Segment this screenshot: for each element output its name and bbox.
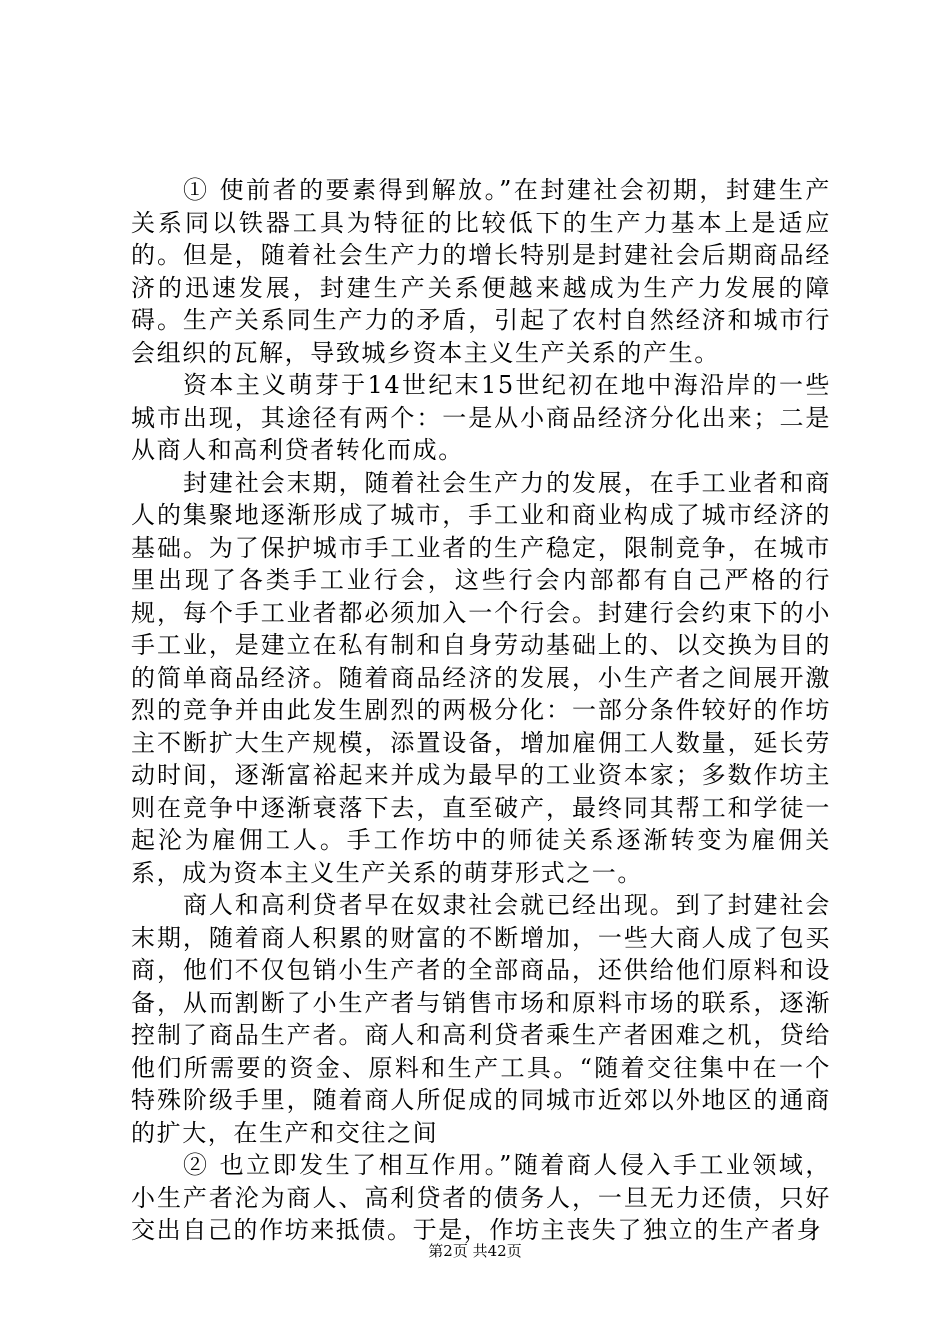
document-body <box>131 174 831 1247</box>
paragraph-5: ② 也立即发生了相互作用。”随着商人侵入手工业领域，小生产者沦为商人、高利贷者的债务人，一旦无力还债，只好交出自己的作坊来抵债。于是，作坊主丧失了独立的生产者身 <box>131 1151 831 1244</box>
paragraph-2: 资本主义萌芽于14世纪末15世纪初在地中海沿岸的一些城市出现，其途径有两个：一是从小商品经济分化出来；二是从商人和高利贷者转化而成。 <box>131 371 831 464</box>
paragraph-4: 商人和高利贷者早在奴隶社会就已经出现。到了封建社会末期，随着商人积累的财富的不断增加，一些大商人成了包买商，他们不仅包销小生产者的全部商品，还供给他们原料和设备，从而割断了小生产者与销售市场和原料市场的联系，逐渐控制了商品生产者。商人和高利贷者乘生产者困难之机，贷给他们所需要的资金、原料和生产工具。“随着交往集中在一个特殊阶级手里，随着商人所促成的同城市近郊以外地区的通商的扩大，在生产和交往之间 <box>131 891 831 1147</box>
paragraph-3: 封建社会末期，随着社会生产力的发展，在手工业者和商人的集聚地逐渐形成了城市，手工业和商业构成了城市经济的基础。为了保护城市手工业者的生产稳定，限制竞争，在城市里出现了各类手工业行会，这些行会内部都有自己严格的行规，每个手工业者都必须加入一个行会。封建行会约束下的小手工业，是建立在私有制和自身劳动基础上的、以交换为目的的简单商品经济。随着商品经济的发展，小生产者之间展开激烈的竞争并由此发生剧烈的两极分化：一部分条件较好的作坊主不断扩大生产规模，添置设备，增加雇佣工人数量，延长劳动时间，逐渐富裕起来并成为最早的工业资本家；多数作坊主则在竞争中逐渐衰落下去，直至破产，最终同其帮工和学徒一起沦为雇佣工人。手工作坊中的师徒关系逐渐转变为雇佣关系，成为资本主义生产关系的萌芽形式之一。 <box>131 468 831 887</box>
paragraph-1: ① 使前者的要素得到解放。”在封建社会初期，封建生产关系同以铁器工具为特征的比较低下的生产力基本上是适应的。但是，随着社会生产力的增长特别是封建社会后期商品经济的迅速发展，封建生产关系便越来越成为生产力发展的障碍。生产关系同生产力的矛盾，引起了农村自然经济和城市行会组织的瓦解，导致城乡资本主义生产关系的产生。 <box>131 176 831 367</box>
page-number-footer: 第2页 共42页 <box>428 1242 522 1260</box>
